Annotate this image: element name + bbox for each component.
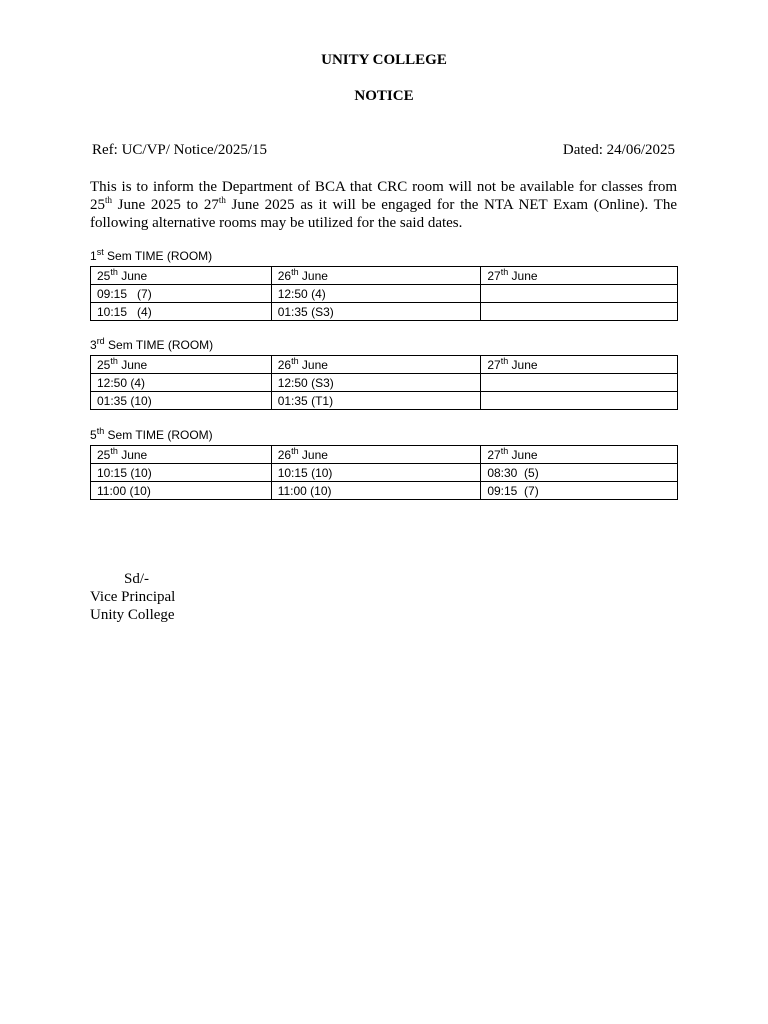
table-cell — [481, 374, 678, 392]
table-header-row — [91, 267, 678, 285]
signatory-title: Vice Principal — [90, 589, 176, 605]
table-cell: 09:15 (7) — [481, 482, 678, 500]
sem-3-label — [90, 338, 213, 352]
body-sup-1: th — [105, 195, 113, 205]
table-cell: 09:15 (7) — [91, 285, 272, 303]
sem-3-caption: Sem TIME (ROOM) — [104, 338, 214, 352]
table-cell: 12:50 (S3) — [271, 374, 481, 392]
sem-5-table — [90, 445, 678, 500]
column-header: 26th June — [271, 356, 481, 374]
table-cell: 10:15 (4) — [91, 303, 272, 321]
table-row — [91, 392, 678, 410]
sem-1-label — [90, 249, 212, 263]
table-cell: 10:15 (10) — [271, 464, 481, 482]
table-cell: 01:35 (S3) — [271, 303, 481, 321]
sem-5-caption: Sem TIME (ROOM) — [104, 428, 213, 442]
table-cell: 12:50 (4) — [91, 374, 272, 392]
sem-1-caption: Sem TIME (ROOM) — [103, 249, 213, 263]
table-row — [91, 482, 678, 500]
column-header: 27th June — [481, 356, 678, 374]
sem-1-suffix: st — [96, 247, 104, 257]
sem-3-table — [90, 355, 678, 410]
table-cell: 10:15 (10) — [91, 464, 272, 482]
body-text-3: June 2025 as it will be engaged for the NTA NET Exam (Online). The following alternative rooms may be utilized for the said dates. — [90, 197, 677, 231]
table-row — [91, 374, 678, 392]
body-sup-2: th — [218, 195, 226, 205]
column-header: 26th June — [271, 446, 481, 464]
body-text-2: June 2025 to 27 — [112, 197, 219, 213]
table-cell: 11:00 (10) — [91, 482, 272, 500]
reference-number: Ref: UC/VP/ Notice/2025/15 — [92, 142, 267, 158]
table-cell — [481, 303, 678, 321]
sem-1-number: 1 — [90, 249, 97, 263]
column-header: 27th June — [481, 267, 678, 285]
column-header: 25th June — [91, 267, 272, 285]
column-header: 25th June — [91, 446, 272, 464]
column-header: 25th June — [91, 356, 272, 374]
table-row — [91, 303, 678, 321]
sem-3-suffix: rd — [96, 336, 105, 346]
reference-row — [92, 142, 675, 159]
column-header: 26th June — [271, 267, 481, 285]
table-row — [91, 464, 678, 482]
signatory-organization: Unity College — [90, 607, 175, 623]
table-cell: 12:50 (4) — [271, 285, 481, 303]
sem-1-table — [90, 266, 678, 321]
table-cell: 11:00 (10) — [271, 482, 481, 500]
sem-5-label — [90, 428, 213, 442]
table-cell — [481, 285, 678, 303]
sem-5-suffix: th — [96, 426, 105, 436]
body-text-1: This is to inform the Department of BCA that CRC room will not be available for classes from 25 — [90, 179, 677, 213]
table-cell: 08:30 (5) — [481, 464, 678, 482]
table-cell — [481, 392, 678, 410]
table-header-row — [91, 356, 678, 374]
table-cell: 01:35 (T1) — [271, 392, 481, 410]
table-header-row — [91, 446, 678, 464]
notice-heading: NOTICE — [354, 88, 414, 104]
column-header: 27th June — [481, 446, 678, 464]
notice-body — [90, 178, 677, 232]
table-row — [91, 285, 678, 303]
sem-5-number: 5 — [90, 428, 97, 442]
table-cell: 01:35 (10) — [91, 392, 272, 410]
college-name: UNITY COLLEGE — [321, 52, 447, 68]
notice-date: Dated: 24/06/2025 — [562, 142, 675, 158]
sem-3-number: 3 — [90, 338, 97, 352]
signature-mark: Sd/- — [124, 571, 150, 587]
